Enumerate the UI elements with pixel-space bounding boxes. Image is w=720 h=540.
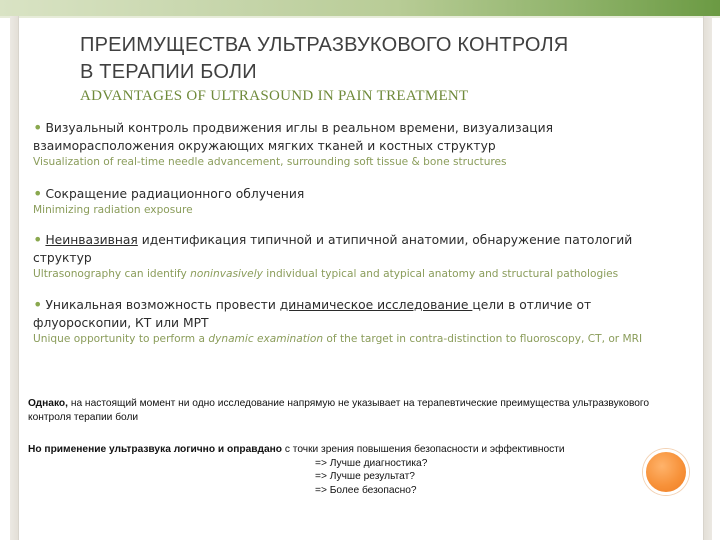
slide-subtitle: ADVANTAGES OF ULTRASOUND IN PAIN TREATMENT (80, 88, 469, 104)
item-english-text: Ultrasonography can identify noninvasively individual typical and atypical anatomy and structural pathologies (33, 268, 619, 280)
bullet-icon: • (33, 118, 43, 137)
item-russian-text: • Неинвазивная идентификация типичной и атипичной анатомии, обнаружение патологий структур (33, 230, 633, 265)
item-russian-text: • Сокращение радиационного облучения (33, 184, 305, 203)
orange-circle-decoration (643, 449, 689, 495)
list-item (33, 295, 673, 347)
underlined-term: Неинвазивная (45, 233, 138, 247)
italic-term: noninvasively (190, 268, 263, 280)
list-item (33, 230, 673, 282)
note-conclusion (28, 443, 688, 497)
bullet-icon: • (33, 184, 43, 203)
left-decorative-stripe (10, 16, 18, 540)
conclusion-line: Но применение ультразвука логично и оправдано с точки зрения повышения безопасности и эффективности (28, 444, 565, 455)
bullet-list (33, 118, 673, 359)
conclusion-bold-lead: Но применение ультразвука логично и оправдано (28, 444, 283, 455)
question-line: => Лучше диагностика? (315, 457, 428, 469)
list-item (33, 184, 673, 218)
underlined-term: динамическое исследование (279, 298, 473, 312)
italic-term: dynamic examination (208, 333, 324, 345)
bullet-icon: • (33, 230, 43, 249)
item-english-text: Unique opportunity to perform a dynamic examination of the target in contra-distinction to fluoroscopy, CT, or MRI (33, 333, 643, 345)
title-line-2: В ТЕРАПИИ БОЛИ (80, 61, 257, 83)
item-english-text: Visualization of real-time needle advancement, surrounding soft tissue & bone structures (33, 156, 507, 168)
item-russian-text: • Уникальная возможность провести динамическое исследование цели в отличие от флуороскопии, КТ или МРТ (33, 295, 592, 330)
top-decorative-band (0, 0, 720, 16)
note-bold-lead: Однако, (28, 398, 68, 409)
slide-title (80, 32, 680, 86)
question-line: => Лучше результат? (315, 471, 415, 482)
bullet-icon: • (33, 295, 43, 314)
top-band-divider (0, 16, 720, 18)
item-russian-text: • Визуальный контроль продвижения иглы в реальном времени, визуализация взаиморасположения окружающих мягких тканей и костных структур (33, 118, 553, 153)
list-item (33, 118, 673, 170)
right-frame-line (703, 16, 704, 540)
note-however: Однако, на настоящий момент ни одно исследование напрямую не указывает на терапевтические преимущества ультразвукового контроля терапии боли (28, 398, 650, 423)
right-decorative-stripe (704, 16, 712, 540)
title-line-1: ПРЕИМУЩЕСТВА УЛЬТРАЗВУКОВОГО КОНТРОЛЯ (80, 34, 569, 56)
question-line: => Более безопасно? (315, 484, 417, 496)
item-english-text: Minimizing radiation exposure (33, 204, 193, 216)
left-frame-line (18, 16, 19, 540)
